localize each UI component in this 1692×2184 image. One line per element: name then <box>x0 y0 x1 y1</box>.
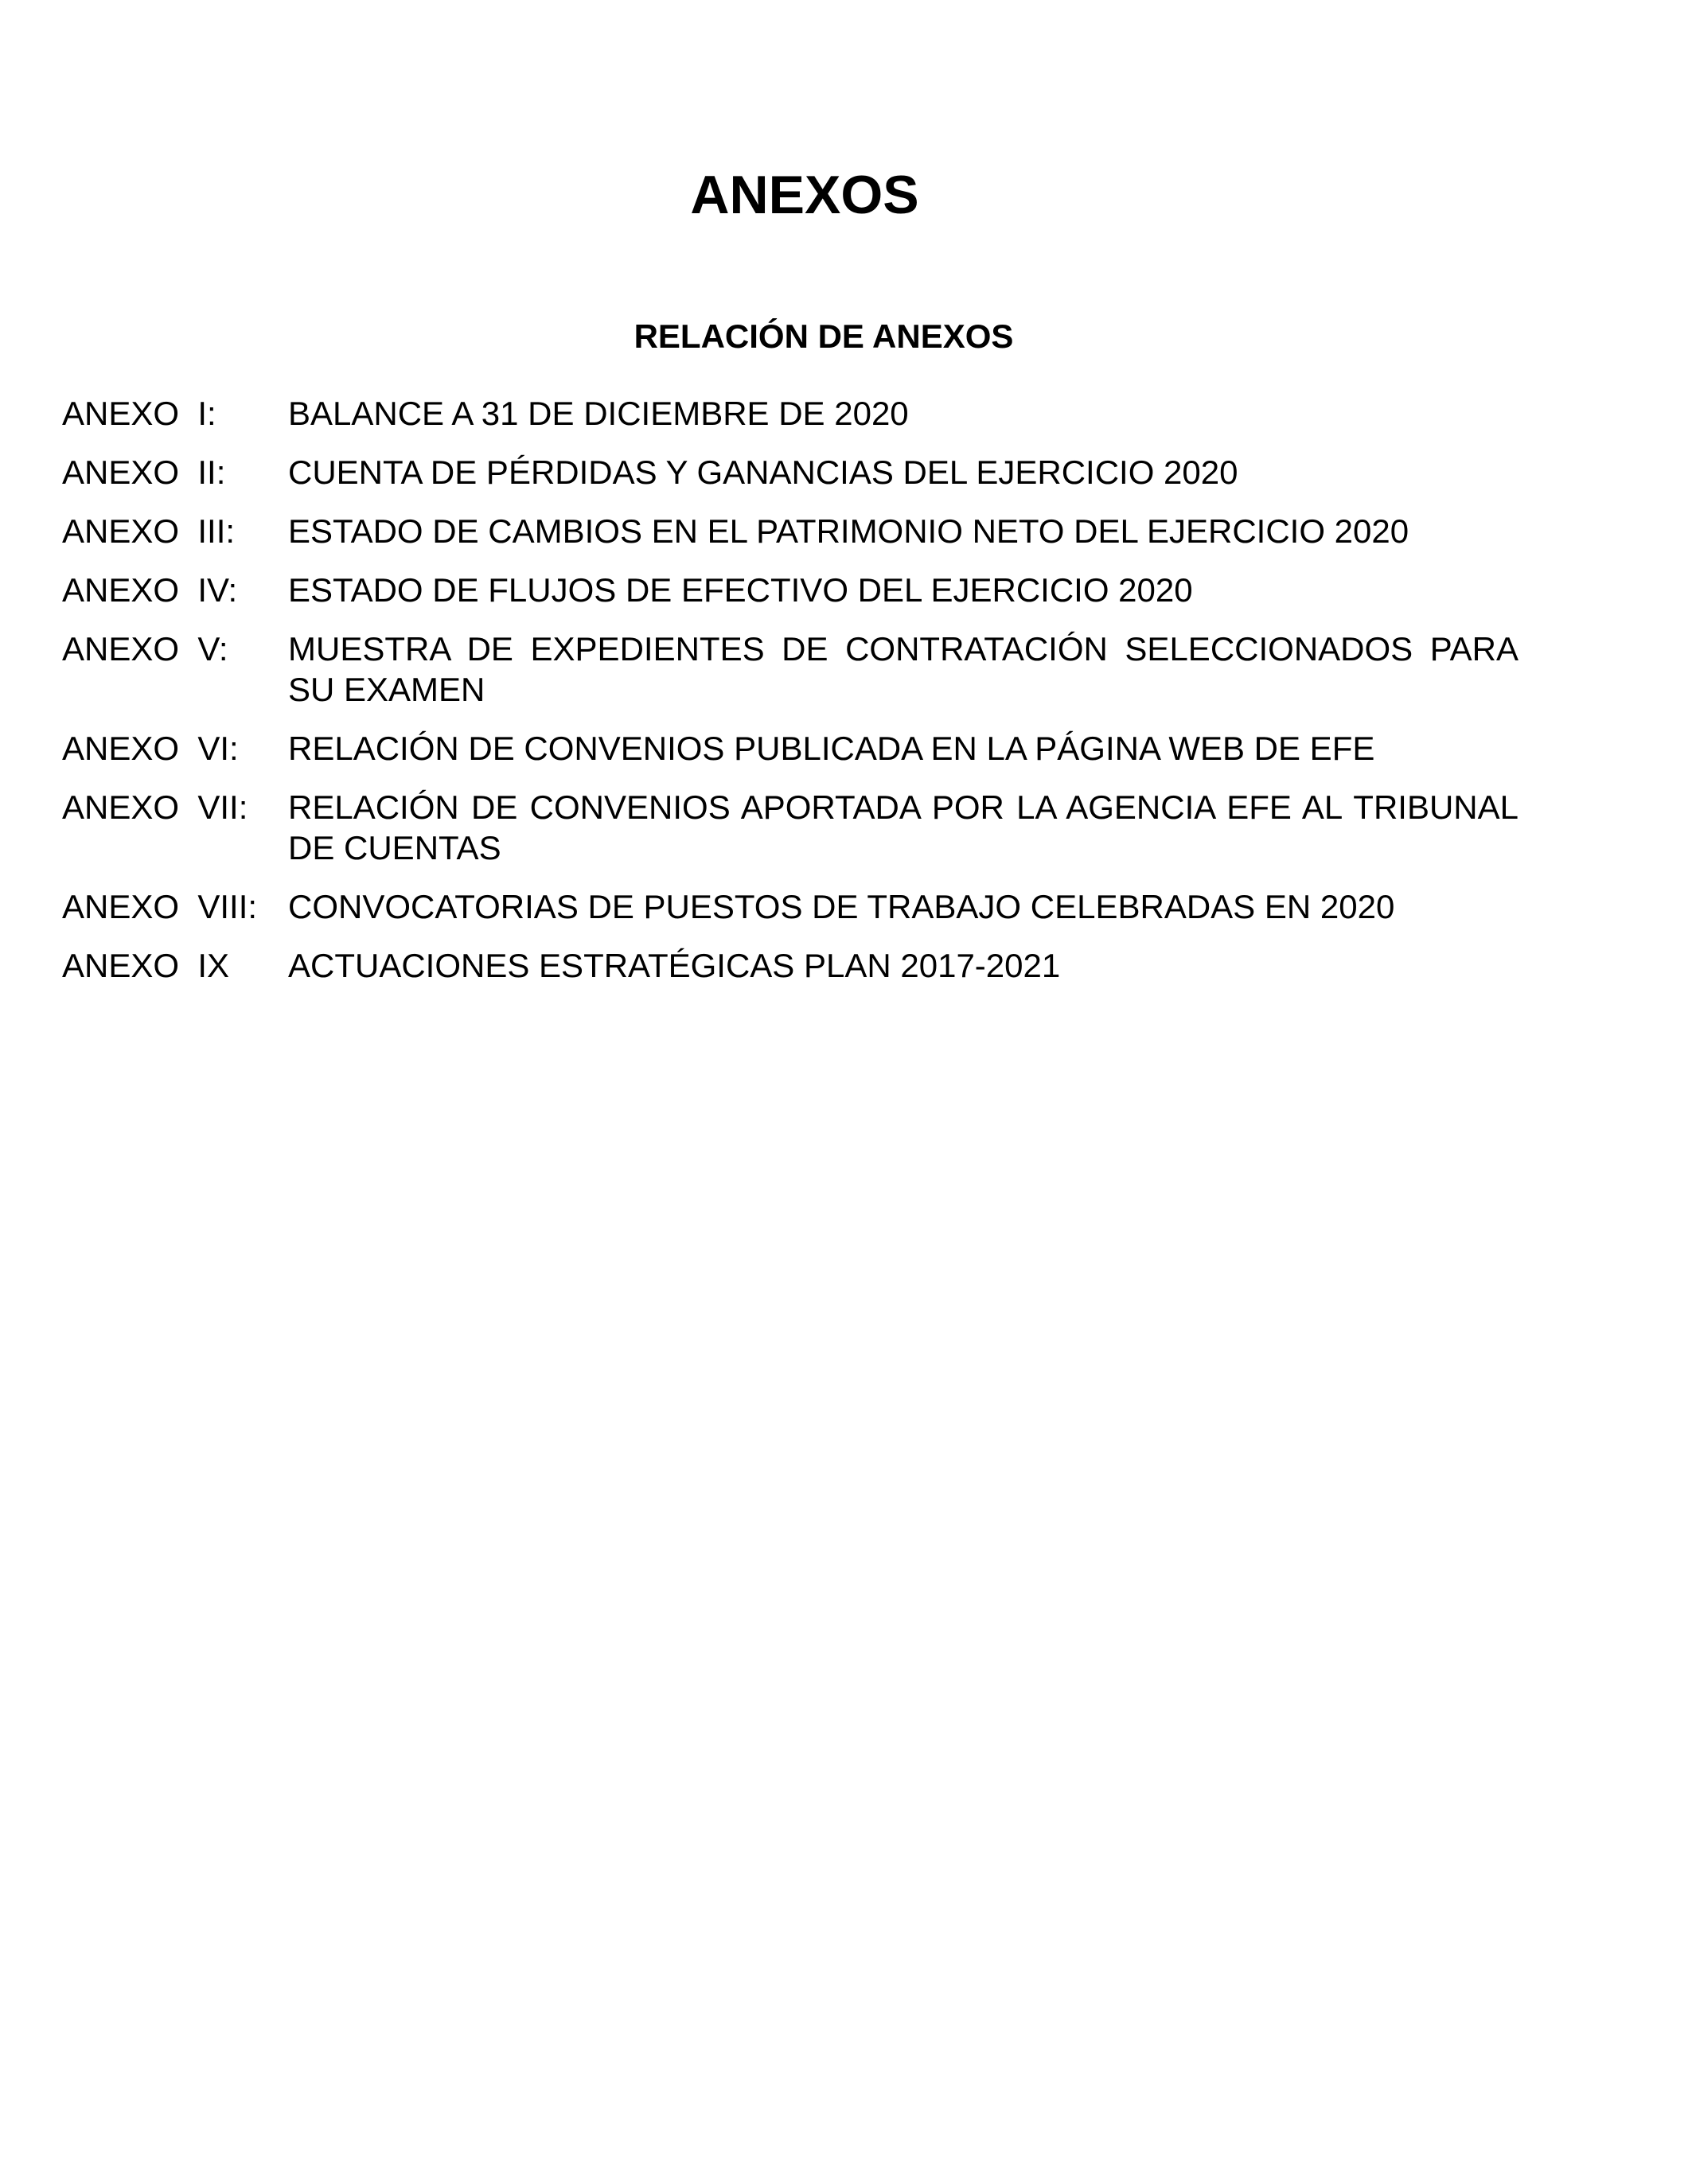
annex-item-vii <box>62 787 1519 868</box>
section-subtitle: RELACIÓN DE ANEXOS <box>634 317 1014 355</box>
annex-label: ANEXO VIII: <box>62 888 258 925</box>
page-title: ANEXOS <box>690 165 919 225</box>
annex-item-viii <box>62 886 1519 927</box>
annex-description: CUENTA DE PÉRDIDAS Y GANANCIAS DEL EJERCICIO 2020 <box>288 454 1238 491</box>
annex-item-i <box>62 393 1519 434</box>
annex-label: ANEXO III: <box>62 512 236 550</box>
annex-description: ESTADO DE FLUJOS DE EFECTIVO DEL EJERCICIO 2020 <box>288 571 1193 609</box>
annex-item-v <box>62 629 1519 710</box>
annex-item-ix <box>62 945 1519 986</box>
annex-item-vi <box>62 728 1519 769</box>
annex-label: ANEXO I: <box>62 395 216 432</box>
annex-label: ANEXO VII: <box>62 788 248 826</box>
annex-description: MUESTRA DE EXPEDIENTES DE CONTRATACIÓN SELECCIONADOS PARA SU EXAMEN <box>288 630 1519 708</box>
annex-item-iii <box>62 511 1519 551</box>
annex-label: ANEXO II: <box>62 454 226 491</box>
annex-item-ii <box>62 452 1519 492</box>
annex-label: ANEXO IV: <box>62 571 238 609</box>
annex-description: BALANCE A 31 DE DICIEMBRE DE 2020 <box>288 395 909 432</box>
annex-description: RELACIÓN DE CONVENIOS PUBLICADA EN LA PÁGINA WEB DE EFE <box>288 730 1375 767</box>
annex-description: CONVOCATORIAS DE PUESTOS DE TRABAJO CELEBRADAS EN 2020 <box>288 888 1395 925</box>
annex-item-iv <box>62 570 1519 610</box>
annex-label: ANEXO V: <box>62 630 228 668</box>
annex-list <box>62 393 1519 1004</box>
annex-description: ESTADO DE CAMBIOS EN EL PATRIMONIO NETO DEL EJERCICIO 2020 <box>288 512 1409 550</box>
annex-label: ANEXO IX <box>62 947 230 984</box>
annex-description: RELACIÓN DE CONVENIOS APORTADA POR LA AGENCIA EFE AL TRIBUNAL DE CUENTAS <box>288 788 1519 866</box>
annex-label: ANEXO VI: <box>62 730 239 767</box>
annex-description: ACTUACIONES ESTRATÉGICAS PLAN 2017-2021 <box>288 947 1061 984</box>
